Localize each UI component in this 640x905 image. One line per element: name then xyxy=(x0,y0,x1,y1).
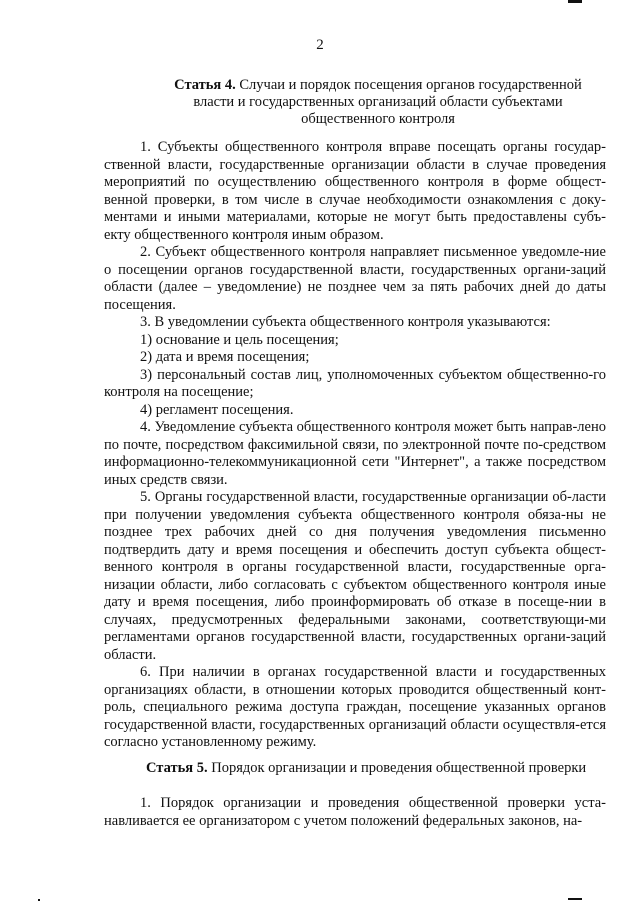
article-5-heading xyxy=(146,760,610,777)
article-4-heading-line-1 xyxy=(146,77,610,94)
article-5-label: Статья 5. xyxy=(146,760,208,776)
article-5-body xyxy=(104,795,606,830)
article-4-paragraph-2: 2. Субъект общественного контроля направляет письменное уведомле-ние о посещении органов государственной власти, государственных органи-заций области (далее – уведомление) не позднее чем за пять рабочих дней до даты посещения. xyxy=(104,244,606,313)
page-number: 2 xyxy=(316,37,324,53)
article-5-title: Порядок организации и проведения общественной проверки xyxy=(211,760,587,776)
article-4-title-part-1: Случаи и порядок посещения органов государственной xyxy=(239,77,582,93)
article-4-list-item-2: 2) дата и время посещения; xyxy=(140,349,310,365)
article-4-paragraph-1: 1. Субъекты общественного контроля вправе посещать органы государ-ственной власти, государственные организации области в случае проведения мероприятий по осуществлению общественного контроля в форме общест-венной проверки, в том числе в случае необходимости ознакомления с доку-ментами и иными материалами, которые не могут быть предоставлены субъ-екту общественного контроля иным образом. xyxy=(104,139,606,243)
article-4-heading xyxy=(146,77,610,128)
article-4-list-item-3: 3) персональный состав лиц, уполномоченных субъектом общественно-го контроля на посещение; xyxy=(104,366,606,400)
scan-mark-top-right xyxy=(568,0,582,3)
scan-dot-bottom-left xyxy=(38,899,40,901)
article-4-body xyxy=(104,139,606,752)
article-4-title-part-3: общественного контроля xyxy=(301,111,455,127)
article-4-label: Статья 4. xyxy=(174,77,236,93)
article-4-list-item-4: 4) регламент посещения. xyxy=(140,401,294,418)
article-5-paragraph-1: 1. Порядок организации и проведения общественной проверки уста-навливается ее организатором с учетом положений федеральных законов, на- xyxy=(104,795,606,829)
article-4-title-part-2: власти и государственных организаций области субъектами xyxy=(193,94,563,110)
article-4-paragraph-5: 5. Органы государственной власти, государственные организации об-ласти при получении уведомления субъекта общественного контроля обяза-ны не позднее трех рабочих дней со дня получения уведомления письменно подтвердить дату и время посещения и обеспечить доступ субъекта общест-венного контроля в органы государственной власти, государственные орга-низации области, либо согласовать с субъектом общественного контроля иные дату и время посещения, либо проинформировать об отказе в посеще-нии в случаях, предусмотренных федеральными законами, соответствующи-ми регламентами органов государственной власти, государственных органи-заций области. xyxy=(104,489,606,663)
article-4-paragraph-3: 3. В уведомлении субъекта общественного контроля указываются: xyxy=(140,314,551,330)
article-4-list-item-1: 1) основание и цель посещения; xyxy=(140,331,339,348)
article-5-heading-line xyxy=(146,760,610,777)
scan-mark-bottom-right xyxy=(568,898,582,900)
article-4-paragraph-6: 6. При наличии в органах государственной власти и государственных организациях области, в отношении которых проводится общественный конт-роль, специального режима доступа граждан, посещение указанных органов государственной власти, государственных организаций области осуществля-ется согласно установленному режиму. xyxy=(104,664,606,750)
article-4-paragraph-4: 4. Уведомление субъекта общественного контроля может быть направ-лено по почте, посредством факсимильной связи, по электронной почте по-средством информационно-телекоммуникационной сети "Интернет", а также посредством иных средств связи. xyxy=(104,419,606,488)
